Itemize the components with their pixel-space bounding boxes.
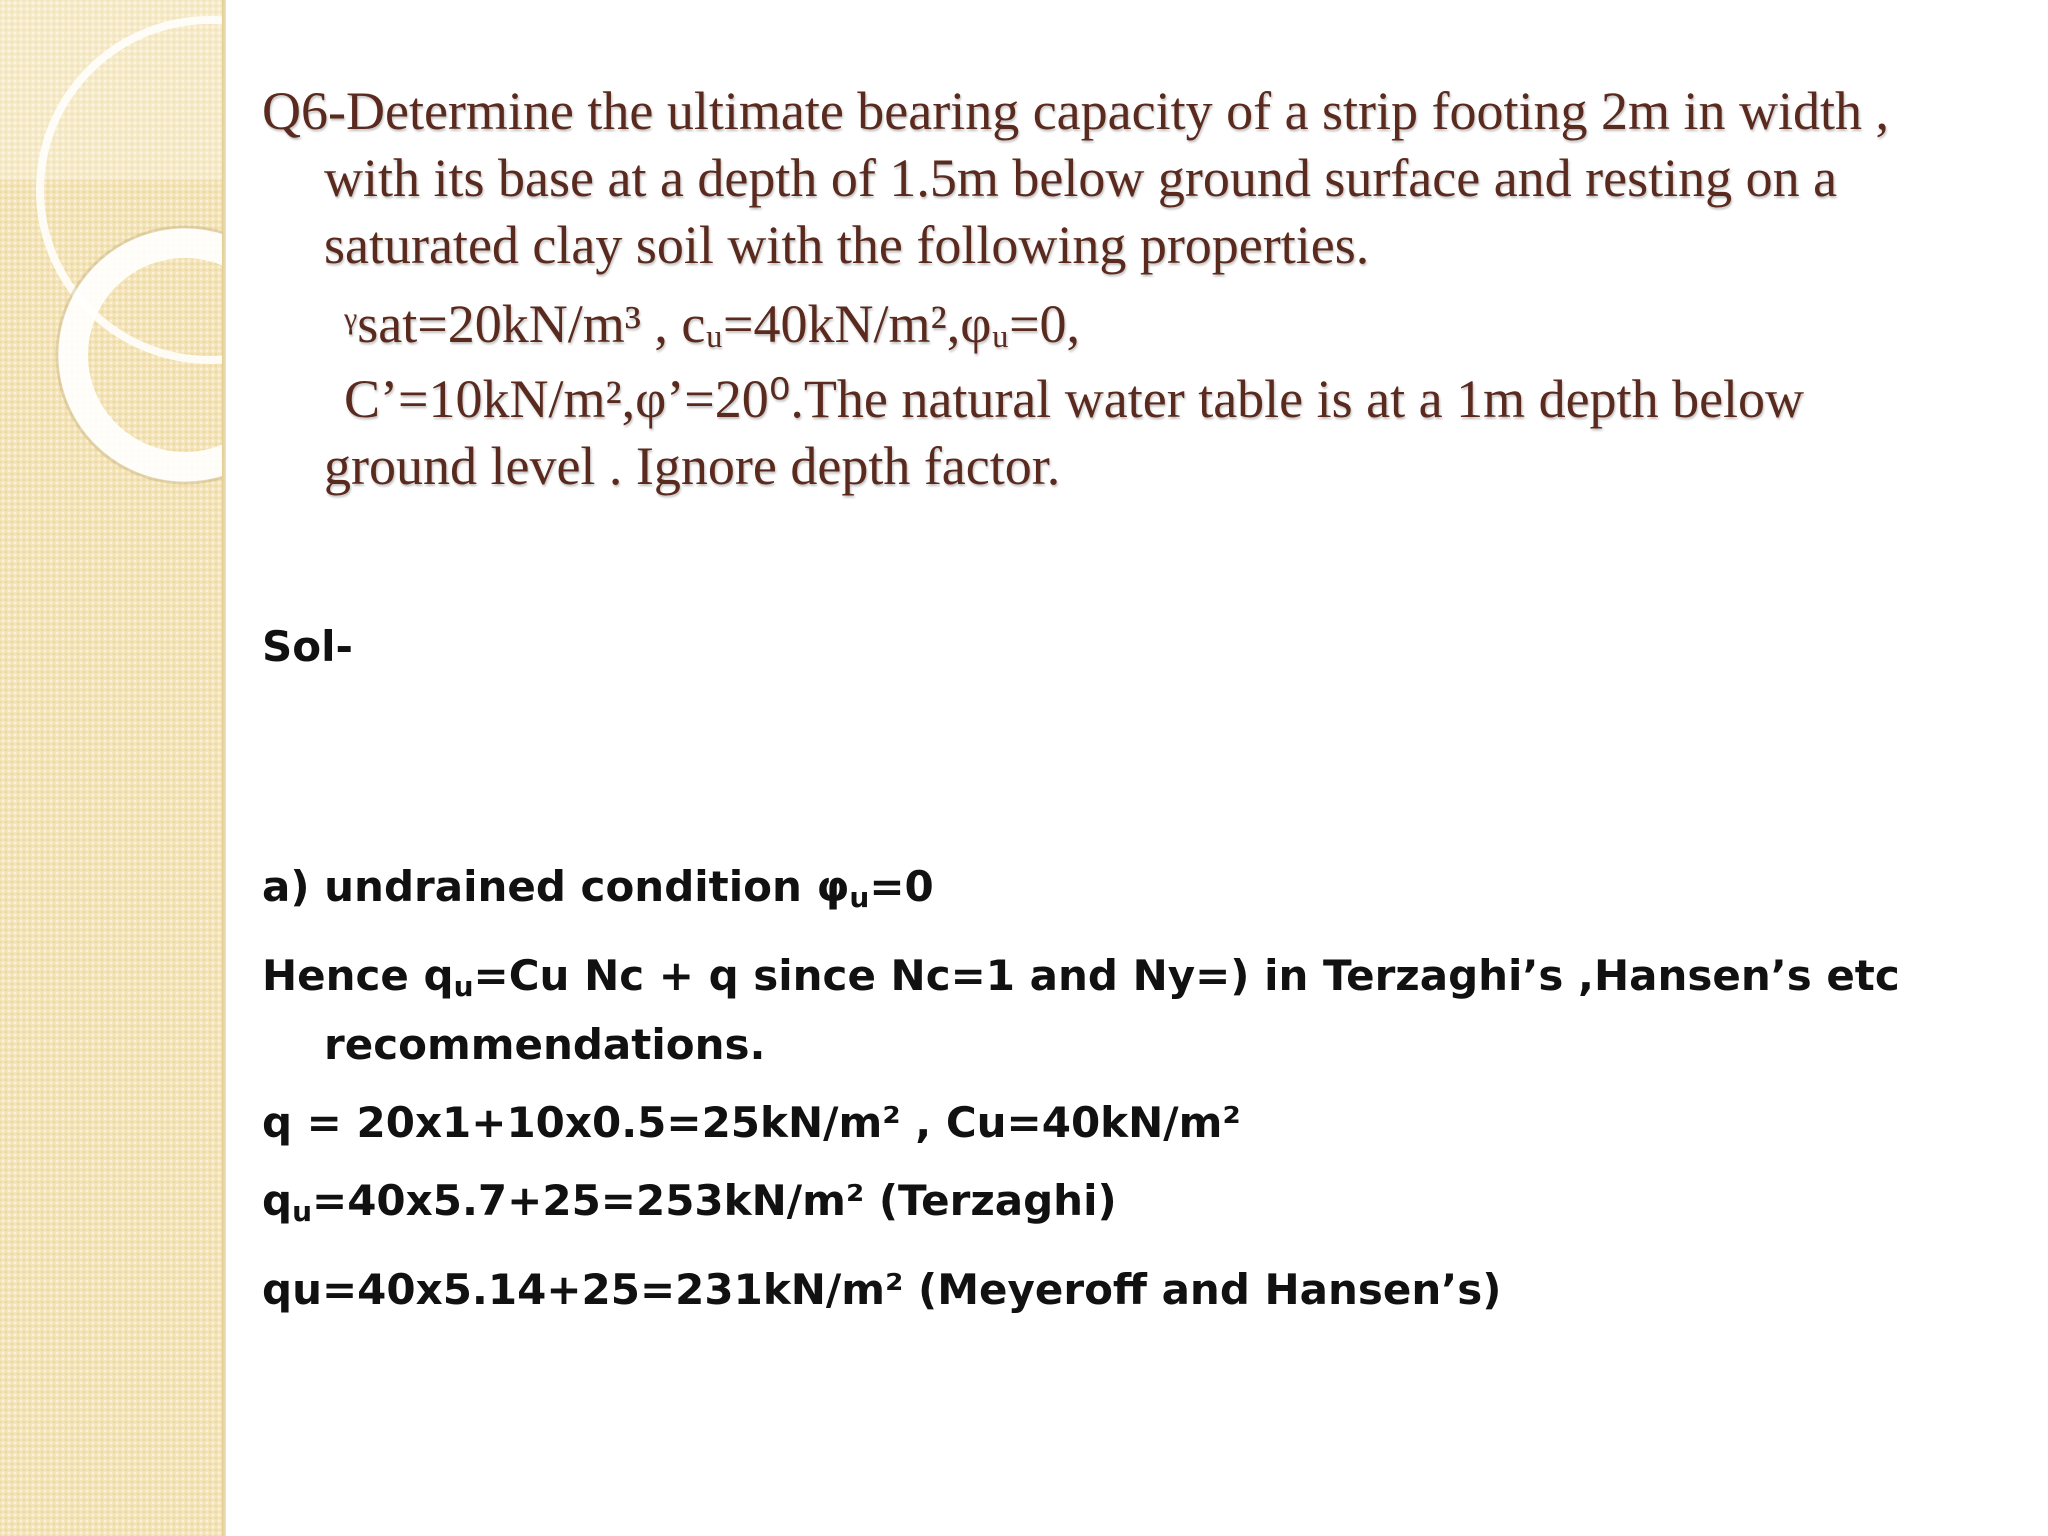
slide-content — [262, 78, 1902, 1314]
decorative-rings — [0, 0, 226, 1536]
decorative-ring-small — [73, 243, 226, 467]
meyerhof-result-line: qu=40x5.14+25=231kN/m² (Meyeroff and Hansen’s) — [262, 1265, 1502, 1314]
hence-formula-line: Hence $q_u=Cu$ Nc + q since Nc=1 and Ny=) in Terzaghi’s ,Hansen’s etc recommendations. — [262, 951, 1900, 1069]
decorative-sidebar — [0, 0, 226, 1536]
gamma-symbol: γ — [344, 302, 358, 335]
solution-heading — [262, 618, 353, 676]
soil-properties-line-2: C’=10kN/m²,φ’=20⁰.The natural water table is at a 1m depth below ground level . Ignore depth factor. — [324, 369, 1805, 496]
undrained-condition-line: a) undrained condition $\varphi_u=0$ — [262, 862, 934, 914]
decorative-panel — [0, 0, 226, 180]
solution-lines — [262, 858, 1902, 1339]
question-block — [262, 78, 1902, 500]
sidebar-edge — [222, 0, 226, 1536]
soil-properties-1: sat=20kN/m³ , cᵤ=40kN/m²,φᵤ=0, — [357, 294, 1081, 354]
terzaghi-result-line: $q_u=40x5.7+25=253kN/m^2$ (Terzaghi) — [262, 1176, 1117, 1228]
question-text: Q6-Determine the ultimate bearing capacity of a strip footing 2m in width , with its base at a depth of 1.5m below ground surface and resting on a saturated clay soil with the following properties. — [262, 81, 1890, 275]
soil-properties-line-1 — [262, 285, 1902, 358]
q-value-line: q = 20x1+10x0.5=25kN/m² , Cu=40kN/m² — [262, 1098, 1241, 1147]
solution-title: Sol- — [262, 622, 353, 671]
